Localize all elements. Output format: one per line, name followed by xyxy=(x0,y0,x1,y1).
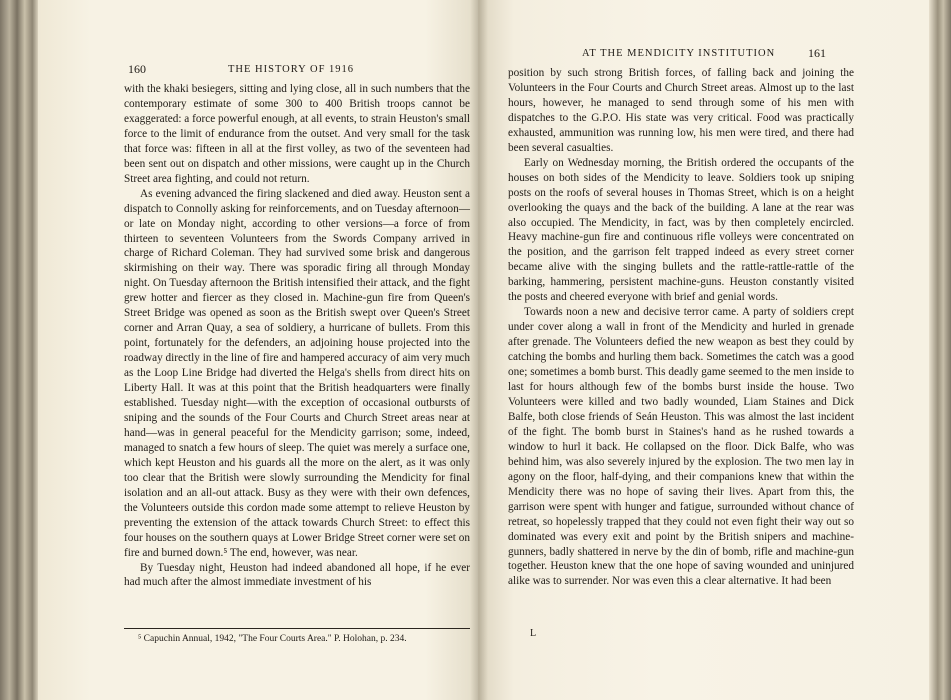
left-text-block xyxy=(124,82,470,590)
page-number-left: 160 xyxy=(128,62,146,76)
right-page-edges xyxy=(929,0,951,700)
signature-mark: L xyxy=(530,628,537,639)
footnote-rule xyxy=(124,628,470,629)
book-gutter xyxy=(470,0,488,700)
paragraph: As evening advanced the firing slackened and died away. Heuston sent a dispatch to Connolly asking for reinforcements, and on Tuesday afternoon—or late on Monday night, according to other versions—a force of from thirteen to seventeen Volunteers from the Swords Company arrived in charge of Richard Coleman. They had survived some brisk and dangerous skirmishing on their way. There was sporadic firing all through Monday night. On Tuesday afternoon the British intensified their attack, and the fight grew hotter and fiercer as they closed in. Machine-gun fire from Queen's Street Bridge was opened as soon as the British swept over Queen's Street corner and Arran Quay, a sea of soldiery, a hurricane of bullets. From this point, fortunately for the defenders, an adjoining house projected into the roadway directly in the line of fire and hampered accuracy of aim very much as the Loop Line Bridge had diverted the Helga's shells from direct hits on Liberty Hall. It was at this point that the British headquarters were finally established. Tuesday night—with the exception of occasional outbursts of sniping and the sounds of the Four Courts and Church Street areas near at hand—was in general peaceful for the Mendicity garrison; some, indeed, managed to snatch a few hours of sleep. The quiet was merely a surface one, which kept Heuston and his guards all the more on the alert, as it was only too clear that the British were slowly surrounding the Mendicity for final isolation and an all-out attack. Busy as they were with their own defences, the Volunteers outside this cordon made some attempt to relieve Heuston by preventing the extension of the attack towards Church Street: to effect this four houses on the southern quays at Lower Bridge Street corner were set on fire and burned down.⁵ The end, however, was near. xyxy=(124,187,470,559)
left-page-edges xyxy=(0,0,38,700)
paragraph: with the khaki besiegers, sitting and lying close, all in such numbers that the contemporary estimate of some 300 to 400 British troops cannot be exaggerated: a force powerful enough, at all events, to strain Heuston's small force to the limit of endurance from the outset. And very small for the task that force was: fifteen in all at the first volley, as two of the seventeen had been sent out on dispatch and other missions, were caught up in the Church Street area fighting, and could not return. xyxy=(124,83,470,185)
paragraph: position by such strong British forces, of falling back and joining the Volunteers in the Four Courts and Church Street areas. Almost up to the last hours, however, he managed to send through some of his men with dispatches to the G.P.O. His state was very critical. Food was practically exhausted, ammunition was running low, his men were tired, and there had been several casualties. xyxy=(508,67,854,154)
left-page xyxy=(38,0,478,700)
paragraph: By Tuesday night, Heuston had indeed abandoned all hope, if he ever had much after the almost immediate investment of his xyxy=(124,561,470,589)
page-number-right: 161 xyxy=(808,46,826,60)
running-head-left: THE HISTORY OF 1916 xyxy=(228,64,355,75)
footnote: ⁵ Capuchin Annual, 1942, "The Four Courts Area." P. Holohan, p. 234. xyxy=(138,634,407,644)
running-head-right: AT THE MENDICITY INSTITUTION xyxy=(582,48,776,59)
paragraph: Towards noon a new and decisive terror came. A party of soldiers crept under cover along a wall in front of the Mendicity and hurled in grenade after grenade. The Volunteers defied the new weapon as best they could by catching the bombs and hurling them back. Sometimes the catch was a good one; sometimes a bomb burst. This deadly game seemed to the men inside to last for hours although few of the bombs burst inside the house. Two Volunteers were killed and two badly wounded, Liam Staines and Dick Balfe, both close friends of Seán Heuston. This was almost the last incident of the fight. The bomb burst in Staines's hand as he rushed towards a window to hurl it back. He collapsed on the floor. Dick Balfe, who was behind him, was also severely injured by the explosion. The two men lay in agony on the floor, half-dying, and their companions knew that within the Mendicity there was no hope of saving their lives. Apart from this, the garrison were spent with hunger and fatigue, surrounded without chance of retreat, so hopelessly trapped that they could not even fight their way out so dominated was every exit and point by the British snipers and machine-gunners, badly shattered in nerve by the din of bomb, rifle and machine-gun together. Heuston knew that the one hope of saving wounded and uninjured alike was to surrender. Nor was even this a clear alternative. It had been xyxy=(508,306,854,588)
right-page xyxy=(478,0,929,700)
paragraph: Early on Wednesday morning, the British ordered the occupants of the houses on both sides of the Mendicity to leave. Soldiers took up sniping posts on the roofs of several houses in Thomas Street, which is on a height overlooking the quays and the back of the building. A lane at the rear was also occupied. The Mendicity, in fact, was by then completely encircled. Heavy machine-gun fire and continuous rifle volleys were concentrated on the position, and the garrison felt trapped indeed as every street corner became alive with the singing bullets and the rattle-rattle-rattle of the barking, hammering, persistent machine-guns. Heuston constantly visited the posts and cheered everyone with brief and genial words. xyxy=(508,156,854,304)
right-text-block xyxy=(508,66,854,589)
